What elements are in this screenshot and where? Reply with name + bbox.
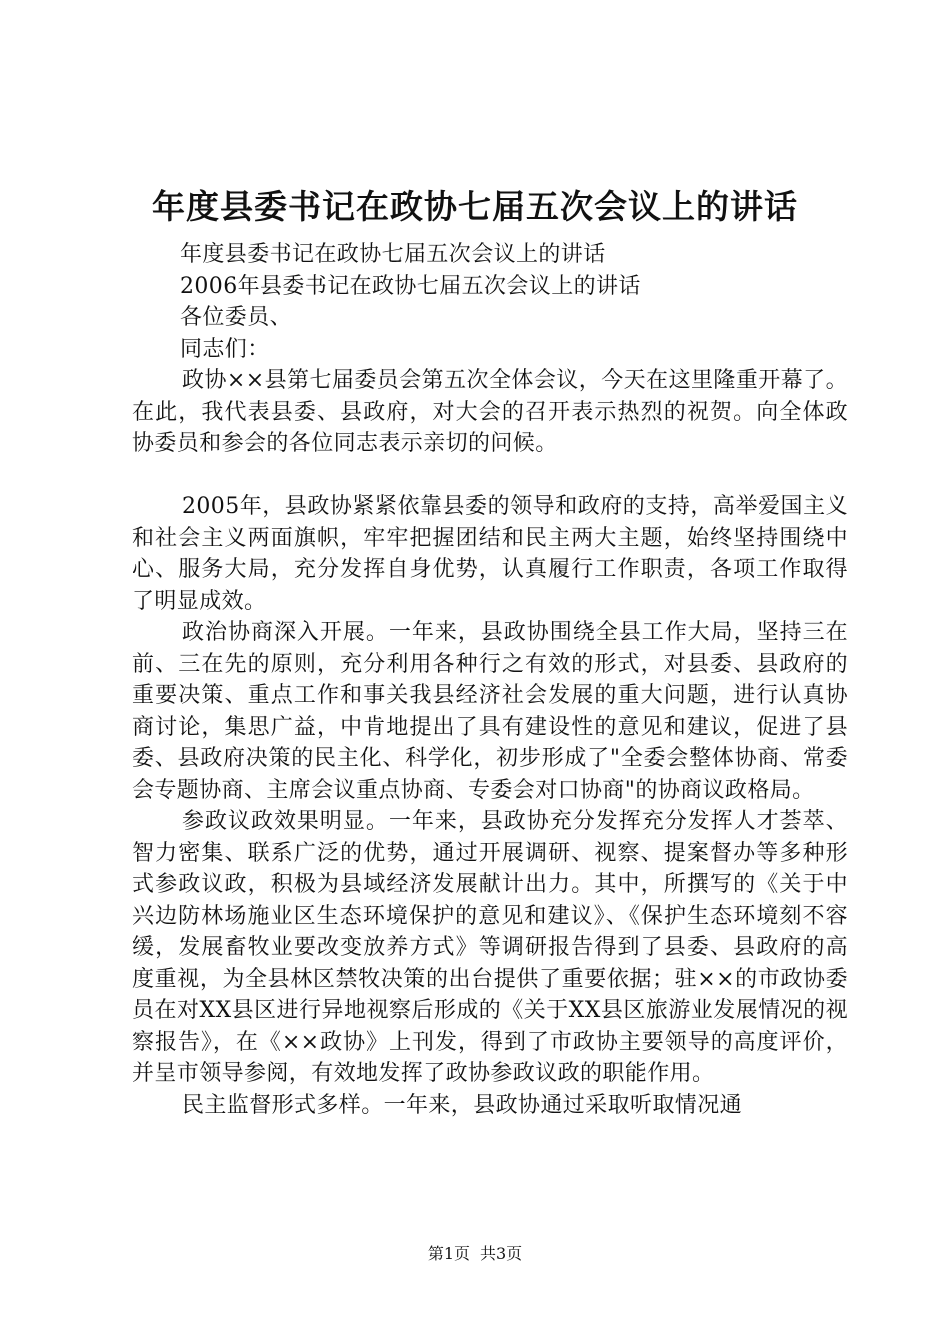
subtitle-year-line: 2006年县委书记在政协七届五次会议上的讲话 (180, 273, 641, 299)
paragraph-democratic-supervision: 民主监督形式多样。一年来，县政协通过采取听取情况通 (182, 1092, 743, 1118)
salutation-line-1: 各位委员、 (180, 305, 293, 330)
paragraph-opening: 政协××县第七届委员会第五次全体会议，今天在这里隆重开幕了。在此，我代表县委、县政府，对大会的召开表示热烈的祝贺。向全体政协委员和参会的各位同志表示亲切的问候。 (132, 368, 848, 456)
document-body (132, 239, 848, 1121)
paragraph-participation: 参政议政效果明显。一年来，县政协充分发挥充分发挥人才荟萃、智力密集、联系广泛的优势，通过开展调研、视察、提案督办等多种形式参政议政，积极为县域经济发展献计出力。其中，所撰写的《关于中兴边防林场施业区生态环境保护的意见和建议》、《保护生态环境刻不容缓，发展畜牧业要改变放养方式》等调研报告得到了县委、县政府的高度重视，为全县林区禁牧决策的出台提供了重要依据；驻××的市政协委员在对XX县区进行异地视察后形成的《关于XX县区旅游业发展情况的视察报告》，在《××政协》上刊发，得到了市政协主要领导的高度评价，并呈市领导参阅，有效地发挥了政协参政议政的职能作用。 (132, 809, 848, 1086)
page-footer (0, 1243, 950, 1265)
paragraph-spacer (132, 460, 848, 492)
page-total: 共3页 (480, 1244, 523, 1263)
salutation-line-2: 同志们： (180, 336, 270, 362)
paragraph-2005-review: 2005年，县政协紧紧依靠县委的领导和政府的支持，高举爱国主义和社会主义两面旗帜，牢牢把握团结和民主两大主题，始终坚持围绕中心、服务大局，充分发挥自身优势，认真履行工作职责，各项工作取得了明显成效。 (132, 494, 848, 614)
subtitle-line: 年度县委书记在政协七届五次会议上的讲话 (180, 242, 606, 267)
page-number: 第1页 (427, 1244, 470, 1263)
paragraph-political-consultation: 政治协商深入开展。一年来，县政协围绕全县工作大局，坚持三在前、三在先的原则，充分利用各种行之有效的形式，对县委、县政府的重要决策、重点工作和事关我县经济社会发展的重大问题，进行认真协商讨论，集思广益，中肯地提出了具有建设性的意见和建议，促进了县委、县政府决策的民主化、科学化，初步形成了"全委会整体协商、常委会专题协商、主席会议重点协商、专委会对口协商"的协商议政格局。 (132, 620, 848, 803)
document-title: 年度县委书记在政协七届五次会议上的讲话 (152, 187, 798, 226)
